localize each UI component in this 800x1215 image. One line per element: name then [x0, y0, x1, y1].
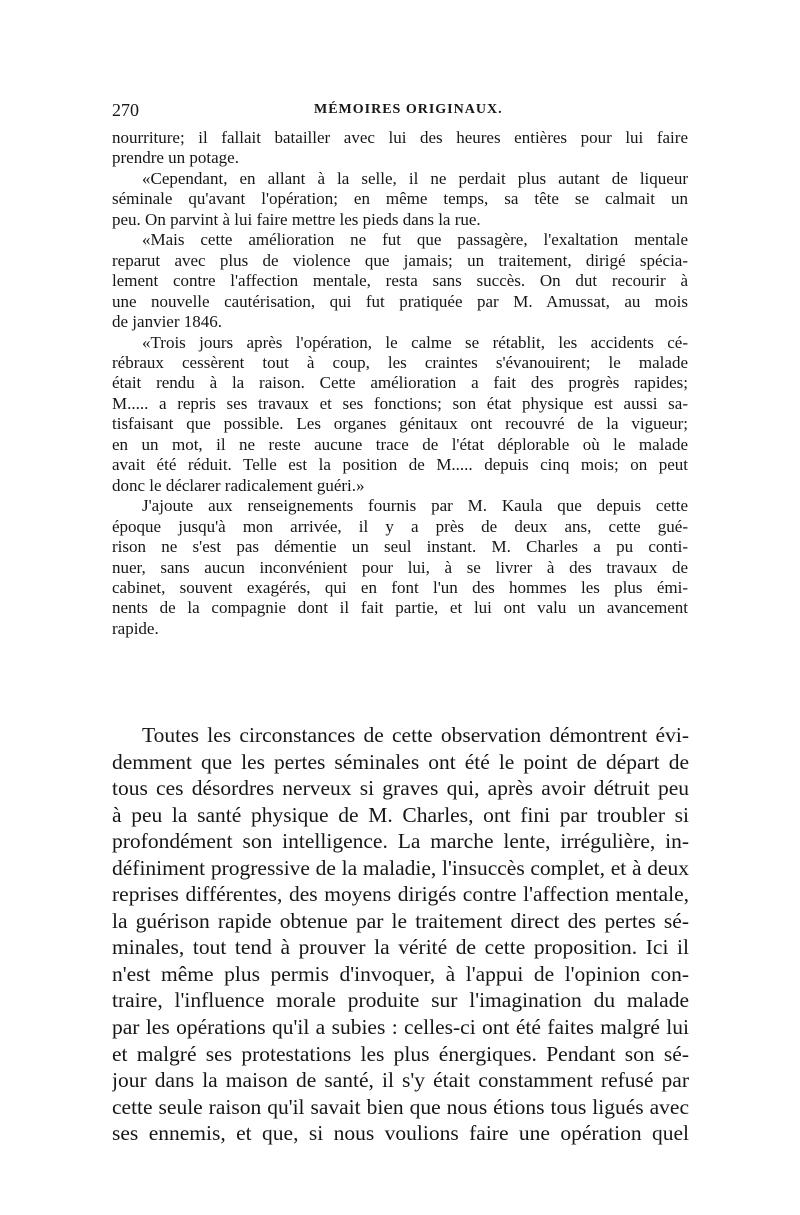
text-line: minales, tout tend à prouver la vérité de cette proposition. Ici il	[112, 935, 689, 960]
text-line: prendre un potage.	[112, 148, 239, 168]
text-line: rébraux cessèrent tout à coup, les craintes s'évanouirent; le malade	[112, 352, 688, 372]
text-line: une nouvelle cautérisation, qui fut pratiquée par M. Amussat, au mois	[112, 291, 688, 311]
text-line: M..... a repris ses travaux et ses fonctions; son état physique est aussi sa-	[112, 393, 688, 413]
text-line: époque jusqu'à mon arrivée, il y a près de deux ans, cette gué-	[112, 516, 688, 536]
text-line: était rendu à la raison. Cette amélioration a fait des progrès rapides;	[112, 373, 688, 393]
text-line: peu. On parvint à lui faire mettre les pieds dans la rue.	[112, 209, 481, 229]
text-line: lement contre l'affection mentale, resta sans succès. On dut recourir à	[112, 271, 688, 291]
page-number: 270	[112, 100, 139, 120]
text-line: Toutes les circonstances de cette observation démontrent évi-	[142, 723, 689, 747]
text-line: reparut avec plus de violence que jamais; un traitement, dirigé spécia-	[112, 250, 688, 270]
text-line: nents de la compagnie dont il fait partie, et lui ont valu un avancement	[112, 598, 688, 618]
text-line: tous ces désordres nerveux si graves qui, après avoir détruit peu	[112, 776, 689, 801]
text-line: de janvier 1846.	[112, 312, 222, 332]
text-line: jour dans la maison de santé, il s'y était constamment refusé par	[112, 1068, 689, 1093]
text-line: nourriture; il fallait batailler avec lui des heures entières pour lui faire	[112, 128, 688, 147]
text-line: traire, l'influence morale produite sur l'imagination du malade	[112, 988, 689, 1013]
text-line: cabinet, souvent exagérés, qui en font l'un des hommes les plus émi-	[112, 577, 688, 597]
running-title: MÉMOIRES ORIGINAUX.	[314, 102, 503, 117]
running-head	[112, 99, 690, 121]
text-line: rison ne s'est pas démentie un seul instant. M. Charles a pu conti-	[112, 537, 688, 557]
text-line: «Mais cette amélioration ne fut que passagère, l'exaltation mentale	[142, 230, 688, 250]
text-line: n'est même plus permis d'invoquer, à l'appui de l'opinion con-	[112, 961, 689, 986]
text-line: demment que les pertes séminales ont été le point de départ de	[112, 749, 689, 774]
text-line: à peu la santé physique de M. Charles, ont fini par troubler si	[112, 802, 689, 827]
main-text-paragraph	[112, 722, 689, 1147]
text-line: en un mot, il ne reste aucune trace de l'état déplorable où le malade	[112, 434, 688, 454]
text-line: par les opérations qu'il a subies : celles-ci ont été faites malgré lui	[112, 1015, 689, 1040]
text-line: nuer, sans aucun inconvénient pour lui, à se livrer à des travaux de	[112, 557, 688, 577]
text-line: tisfaisant que possible. Les organes génitaux ont recouvré de la vigueur;	[112, 414, 688, 434]
text-line: donc le déclarer radicalement guéri.»	[112, 475, 365, 495]
text-line: avait été réduit. Telle est la position de M..... depuis cinq mois; on peut	[112, 455, 688, 475]
text-line: «Trois jours après l'opération, le calme se rétablit, les accidents cé-	[142, 332, 688, 352]
text-line: cette seule raison qu'il savait bien que nous étions tous ligués avec	[112, 1094, 689, 1119]
text-line: séminale qu'avant l'opération; en même temps, sa tête se calmait un	[112, 189, 688, 209]
text-line: «Cependant, en allant à la selle, il ne perdait plus autant de liqueur	[142, 168, 688, 188]
text-line: profondément son intelligence. La marche lente, irrégulière, in-	[112, 829, 689, 854]
text-line: ses ennemis, et que, si nous voulions faire une opération quel	[112, 1121, 689, 1146]
text-line: et malgré ses protestations les plus énergiques. Pendant son sé-	[112, 1041, 689, 1066]
text-line: reprises différentes, des moyens dirigés contre l'affection mentale,	[112, 882, 689, 907]
text-line: définiment progressive de la maladie, l'insuccès complet, et à deux	[112, 855, 689, 880]
text-line: J'ajoute aux renseignements fournis par M. Kaula que depuis cette	[142, 496, 688, 516]
text-line: la guérison rapide obtenue par le traitement direct des pertes sé-	[112, 908, 689, 933]
text-line: rapide.	[112, 618, 159, 638]
quoted-case-report	[112, 128, 688, 639]
